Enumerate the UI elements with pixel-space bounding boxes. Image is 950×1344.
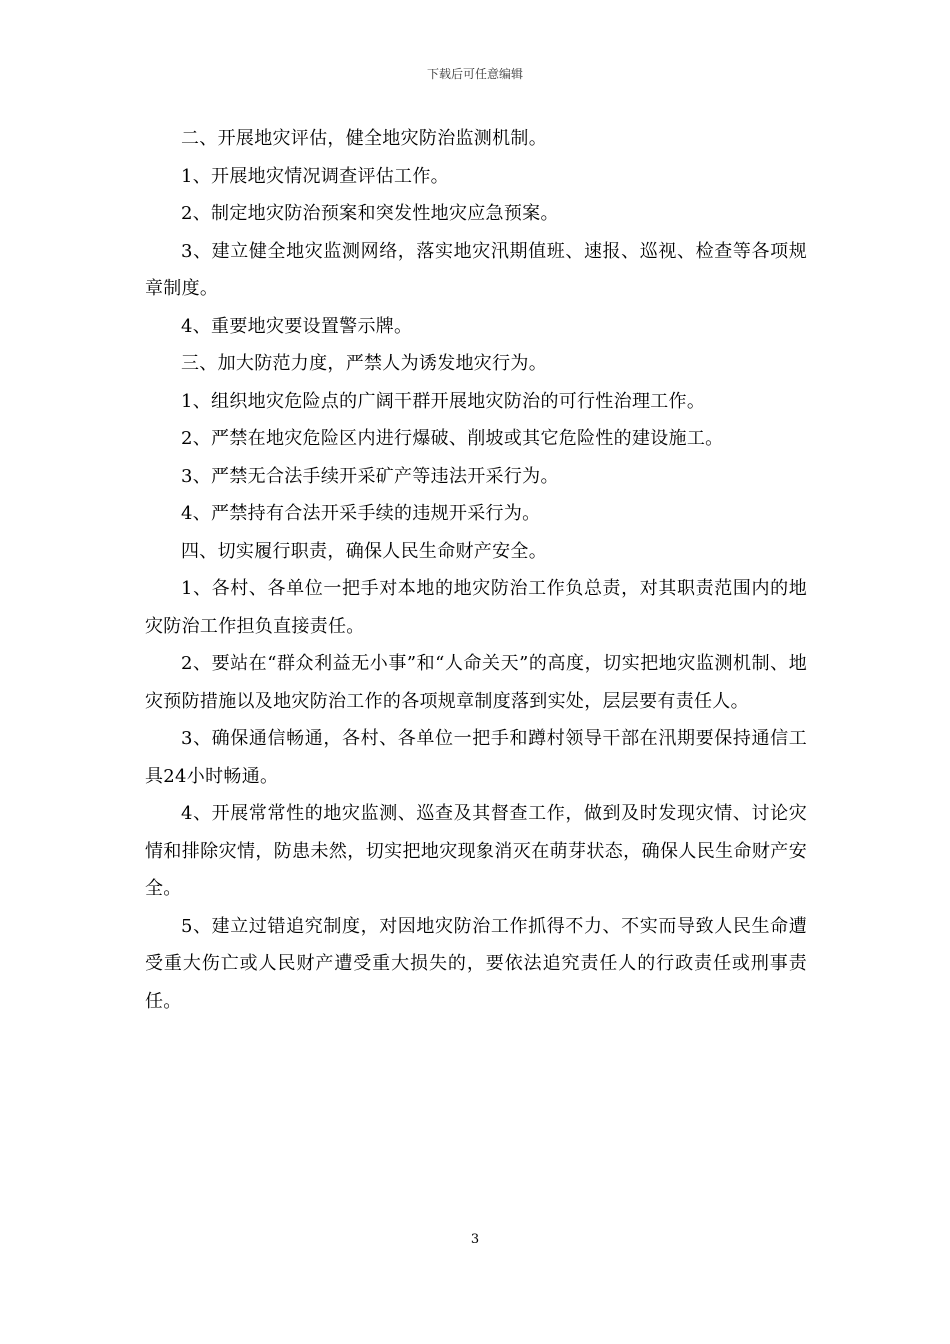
page-number: 3 (470, 1232, 480, 1247)
list-item: 1、各村、各单位一把手对本地的地灾防治工作负总责，对其职责范围内的地灾防治工作担负直接责任。 (145, 578, 807, 637)
list-item: 2、严禁在地灾危险区内进行爆破、削坡或其它危险性的建设施工。 (181, 428, 724, 449)
document-body (145, 120, 807, 1020)
list-item: 3、严禁无合法手续开采矿产等违法开采行为。 (181, 465, 559, 487)
header-note: 下载后可任意编辑 (426, 67, 523, 81)
list-item: 2、制定地灾防治预案和突发性地灾应急预案。 (181, 203, 559, 224)
section-heading-3: 三、加大防范力度，严禁人为诱发地灾行为。 (181, 353, 547, 374)
list-item: 4、严禁持有合法开采手续的违规开采行为。 (181, 503, 541, 524)
list-item: 5、建立过错追究制度，对因地灾防治工作抓得不力、不实而导致人民生命遭受重大伤亡或人民财产遭受重大损失的，要依法追究责任人的行政责任或刑事责任。 (145, 915, 807, 1012)
list-item: 4、重要地灾要设置警示牌。 (181, 315, 413, 337)
list-item: 1、组织地灾危险点的广阔干群开展地灾防治的可行性治理工作。 (181, 390, 706, 412)
list-item: 1、开展地灾情况调查评估工作。 (181, 165, 449, 187)
list-item: 2、要站在“群众利益无小事”和“人命关天”的高度，切实把地灾监测机制、地灾预防措施以及地灾防治工作的各项规章制度落到实处，层层要有责任人。 (145, 653, 807, 712)
list-item: 3、确保通信畅通，各村、各单位一把手和蹲村领导干部在汛期要保持通信工具24小时畅通。 (145, 728, 807, 787)
section-heading-2: 二、开展地灾评估，健全地灾防治监测机制。 (181, 128, 547, 149)
list-item: 4、开展常常性的地灾监测、巡查及其督查工作，做到及时发现灾情、讨论灾情和排除灾情，防患未然，切实把地灾现象消灭在萌芽状态，确保人民生命财产安全。 (145, 803, 807, 899)
list-item: 3、建立健全地灾监测网络，落实地灾汛期值班、速报、巡视、检查等各项规章制度。 (145, 240, 807, 299)
section-heading-4: 四、切实履行职责，确保人民生命财产安全。 (181, 540, 547, 562)
